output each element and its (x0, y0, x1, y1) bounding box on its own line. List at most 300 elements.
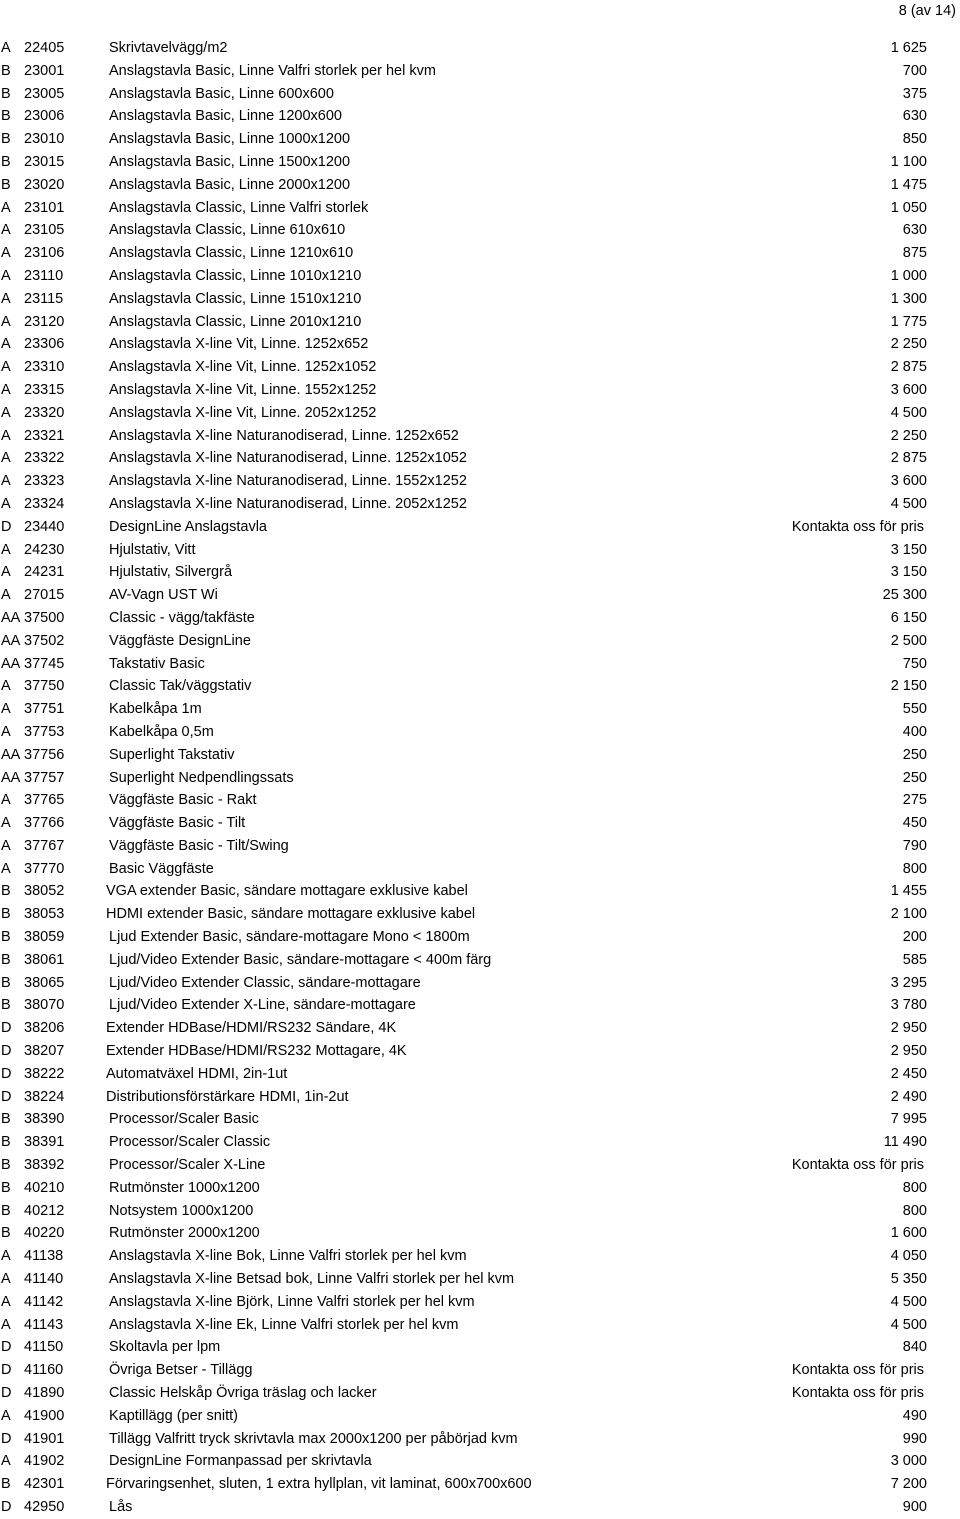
row-category: B (1, 176, 11, 193)
row-price: 2 490 (890, 1088, 927, 1105)
row-article-number: 40220 (24, 1225, 65, 1242)
row-description: Takstativ Basic (109, 655, 205, 672)
table-row (0, 858, 960, 881)
row-description: DesignLine Anslagstavla (109, 518, 267, 535)
table-row (0, 83, 960, 106)
table-row (0, 128, 960, 151)
row-category: B (1, 1111, 11, 1128)
row-price: 3 780 (890, 997, 927, 1014)
row-category: A (1, 1316, 11, 1333)
row-description: Anslagstavla Classic, Linne 1510x1210 (109, 290, 362, 307)
row-category: A (1, 381, 11, 398)
row-description: Anslagstavla X-line Vit, Linne. 1252x1052 (109, 359, 377, 376)
row-category: A (1, 541, 11, 558)
row-article-number: 37770 (24, 860, 65, 877)
row-description: Skrivtavelvägg/m2 (109, 40, 228, 56)
table-row (0, 470, 960, 493)
row-article-number: 22405 (24, 40, 65, 56)
table-row (0, 265, 960, 288)
row-category: D (1, 1339, 12, 1356)
row-article-number: 37753 (24, 723, 65, 740)
row-price: 1 625 (890, 40, 927, 56)
row-article-number: 41143 (24, 1316, 64, 1333)
row-category: D (1, 1020, 12, 1037)
row-article-number: 23015 (24, 153, 65, 170)
row-price: 1 050 (890, 199, 927, 216)
row-description: Anslagstavla X-line Betsad bok, Linne Valfri storlek per hel kvm (109, 1271, 515, 1288)
row-description: Hjulstativ, Silvergrå (109, 564, 233, 581)
row-description: Anslagstavla Classic, Linne 1010x1210 (109, 267, 362, 284)
table-row (0, 356, 960, 379)
row-description: Väggfäste DesignLine (109, 632, 251, 649)
row-description: Rutmönster 1000x1200 (109, 1179, 260, 1196)
row-price: 1 475 (890, 176, 927, 193)
row-category: A (1, 815, 11, 832)
table-row (0, 1200, 960, 1223)
row-description: Processor/Scaler X-Line (109, 1157, 266, 1174)
row-description: Anslagstavla X-line Naturanodiserad, Linne. 2052x1252 (109, 495, 467, 512)
row-description: Tillägg Valfritt tryck skrivtavla max 2000x1200 per påbörjad kvm (109, 1430, 518, 1447)
row-category: B (1, 1134, 11, 1151)
row-article-number: 27015 (24, 587, 65, 604)
row-description: Anslagstavla X-line Vit, Linne. 1552x1252 (109, 381, 377, 398)
table-row (0, 311, 960, 334)
row-article-number: 38061 (24, 951, 65, 968)
table-row (0, 675, 960, 698)
table-row (0, 949, 960, 972)
row-price: 1 300 (890, 290, 927, 307)
row-category: D (1, 1385, 12, 1402)
row-description: Notsystem 1000x1200 (109, 1202, 254, 1219)
table-row (0, 698, 960, 721)
table-row (0, 1473, 960, 1496)
row-price: 800 (902, 860, 927, 877)
row-category: B (1, 1157, 11, 1174)
row-category: B (1, 929, 11, 946)
row-description: Ljud/Video Extender Basic, sändare-mottagare < 400m färg (109, 951, 492, 968)
row-category: B (1, 997, 11, 1014)
row-article-number: 23106 (24, 245, 65, 262)
row-description: Lås (109, 1499, 133, 1515)
table-row (0, 379, 960, 402)
table-row (0, 493, 960, 516)
row-price: 630 (902, 222, 927, 239)
row-article-number: 23006 (24, 108, 65, 125)
row-description: Anslagstavla Basic, Linne 1200x600 (109, 108, 342, 125)
row-description: Classic Tak/väggstativ (109, 678, 252, 695)
row-article-number: 23323 (24, 473, 65, 490)
row-description: Anslagstavla X-line Vit, Linne. 1252x652 (109, 336, 369, 353)
row-category: A (1, 860, 11, 877)
row-description: AV-Vagn UST Wi (109, 587, 218, 604)
row-price: 2 950 (890, 1043, 927, 1060)
row-category: AA (1, 746, 21, 763)
table-row (0, 789, 960, 812)
row-price: 1 775 (890, 313, 927, 330)
row-description: Väggfäste Basic - Tilt (109, 815, 246, 832)
row-article-number: 37745 (24, 655, 65, 672)
row-price: 850 (902, 131, 927, 148)
table-row (0, 994, 960, 1017)
row-article-number: 38207 (24, 1043, 65, 1060)
row-description: Processor/Scaler Classic (109, 1134, 271, 1151)
row-article-number: 41140 (24, 1271, 64, 1288)
row-category: B (1, 974, 11, 991)
row-article-number: 37767 (24, 837, 65, 854)
row-category: A (1, 1271, 11, 1288)
row-article-number: 38070 (24, 997, 65, 1014)
table-row (0, 812, 960, 835)
row-price: 5 350 (890, 1271, 927, 1288)
row-category: A (1, 336, 11, 353)
table-row (0, 1154, 960, 1177)
row-price: 3 000 (890, 1453, 927, 1470)
table-row (0, 333, 960, 356)
row-article-number: 41142 (24, 1293, 64, 1310)
row-category: B (1, 1476, 11, 1493)
row-article-number: 41890 (24, 1385, 65, 1402)
row-article-number: 38206 (24, 1020, 65, 1037)
row-price: 250 (902, 746, 927, 763)
row-price: 875 (902, 245, 927, 262)
row-article-number: 23120 (24, 313, 65, 330)
row-article-number: 41138 (24, 1248, 64, 1265)
row-description: Basic Väggfäste (109, 860, 214, 877)
table-row (0, 219, 960, 242)
row-article-number: 37766 (24, 815, 65, 832)
table-row (0, 630, 960, 653)
row-article-number: 37765 (24, 792, 65, 809)
row-price: 490 (902, 1407, 927, 1424)
table-row (0, 1245, 960, 1268)
row-price: 375 (902, 85, 927, 102)
row-price: Kontakta oss för pris (791, 1385, 924, 1402)
table-row (0, 1177, 960, 1200)
row-price: 2 150 (890, 678, 927, 695)
table-row (0, 721, 960, 744)
table-row (0, 242, 960, 265)
row-price: 630 (902, 108, 927, 125)
row-description: Ljud/Video Extender Classic, sändare-mottagare (109, 974, 421, 991)
table-row (0, 926, 960, 949)
row-description: Processor/Scaler Basic (109, 1111, 259, 1128)
row-price: 3 600 (890, 473, 927, 490)
row-category: A (1, 404, 11, 421)
row-description: Anslagstavla X-line Naturanodiserad, Linne. 1252x652 (109, 427, 459, 444)
row-category: A (1, 245, 11, 262)
row-price: 4 500 (890, 495, 927, 512)
row-article-number: 23322 (24, 450, 65, 467)
row-category: A (1, 837, 11, 854)
row-description: Kaptillägg (per snitt) (109, 1407, 238, 1424)
row-article-number: 23001 (24, 62, 65, 79)
row-article-number: 23005 (24, 85, 65, 102)
table-row (0, 402, 960, 425)
row-description: Anslagstavla X-line Ek, Linne Valfri storlek per hel kvm (109, 1316, 459, 1333)
row-description: Automatväxel HDMI, 2in-1ut (106, 1065, 288, 1082)
row-category: B (1, 131, 11, 148)
row-category: A (1, 40, 11, 56)
row-category: D (1, 1088, 12, 1105)
row-description: Distributionsförstärkare HDMI, 1in-2ut (106, 1088, 349, 1105)
row-price: Kontakta oss för pris (791, 1157, 924, 1174)
price-list (0, 37, 960, 1519)
row-article-number: 40212 (24, 1202, 65, 1219)
row-article-number: 37756 (24, 746, 65, 763)
row-article-number: 23315 (24, 381, 65, 398)
row-price: 7 200 (890, 1476, 927, 1493)
row-description: Superlight Nedpendlingssats (109, 769, 294, 786)
row-price: 900 (902, 1499, 927, 1515)
row-description: HDMI extender Basic, sändare mottagare exklusive kabel (106, 906, 476, 923)
row-category: B (1, 1225, 11, 1242)
row-description: Förvaringsenhet, sluten, 1 extra hyllplan, vit laminat, 600x700x600 (106, 1476, 532, 1493)
row-article-number: 23010 (24, 131, 65, 148)
row-category: A (1, 450, 11, 467)
table-row (0, 151, 960, 174)
row-category: A (1, 290, 11, 307)
row-description: Anslagstavla Basic, Linne 1000x1200 (109, 131, 351, 148)
row-description: Övriga Betser - Tillägg (109, 1362, 253, 1379)
table-row (0, 653, 960, 676)
row-price: 25 300 (882, 587, 927, 604)
row-category: A (1, 1453, 11, 1470)
row-price: 800 (902, 1179, 927, 1196)
row-article-number: 41900 (24, 1407, 65, 1424)
row-article-number: 23320 (24, 404, 65, 421)
table-row (0, 174, 960, 197)
table-row (0, 1359, 960, 1382)
row-article-number: 24231 (24, 564, 65, 581)
row-article-number: 23101 (24, 199, 65, 216)
row-price: 11 490 (883, 1134, 927, 1151)
row-description: Anslagstavla X-line Bok, Linne Valfri storlek per hel kvm (109, 1248, 467, 1265)
table-row (0, 1450, 960, 1473)
table-row (0, 835, 960, 858)
table-row (0, 197, 960, 220)
row-category: B (1, 153, 11, 170)
table-row (0, 1268, 960, 1291)
row-article-number: 38390 (24, 1111, 65, 1128)
row-description: Ljud/Video Extender X-Line, sändare-mottagare (109, 997, 416, 1014)
table-row (0, 1291, 960, 1314)
table-row (0, 903, 960, 926)
row-article-number: 37502 (24, 632, 65, 649)
row-category: AA (1, 609, 21, 626)
table-row (0, 425, 960, 448)
table-row (0, 561, 960, 584)
row-price: 1 600 (890, 1225, 927, 1242)
row-price: 2 500 (890, 632, 927, 649)
row-category: D (1, 1430, 12, 1447)
row-article-number: 42950 (24, 1499, 65, 1515)
row-description: Väggfäste Basic - Rakt (109, 792, 257, 809)
row-category: A (1, 495, 11, 512)
row-category: A (1, 587, 11, 604)
row-description: Superlight Takstativ (109, 746, 235, 763)
row-price: 750 (902, 655, 927, 672)
row-description: Anslagstavla Classic, Linne 2010x1210 (109, 313, 362, 330)
row-category: A (1, 313, 11, 330)
table-row (0, 1017, 960, 1040)
row-article-number: 41160 (24, 1362, 64, 1379)
row-article-number: 23321 (24, 427, 65, 444)
row-article-number: 38222 (24, 1065, 65, 1082)
row-category: A (1, 359, 11, 376)
row-price: 2 950 (890, 1020, 927, 1037)
table-row (0, 1496, 960, 1519)
row-description: Anslagstavla Basic, Linne 1500x1200 (109, 153, 351, 170)
row-description: Rutmönster 2000x1200 (109, 1225, 260, 1242)
row-description: Väggfäste Basic - Tilt/Swing (109, 837, 289, 854)
row-article-number: 41150 (24, 1339, 64, 1356)
table-row (0, 37, 960, 60)
row-category: D (1, 1065, 12, 1082)
row-price: 1 100 (890, 153, 927, 170)
table-row (0, 744, 960, 767)
row-category: A (1, 564, 11, 581)
row-price: 3 150 (890, 564, 927, 581)
row-article-number: 23324 (24, 495, 65, 512)
row-price: 250 (902, 769, 927, 786)
row-article-number: 42301 (24, 1476, 65, 1493)
row-category: A (1, 267, 11, 284)
row-price: 2 875 (890, 359, 927, 376)
row-article-number: 23310 (24, 359, 65, 376)
row-price: 275 (902, 792, 927, 809)
row-article-number: 23110 (24, 267, 64, 284)
row-article-number: 23306 (24, 336, 65, 353)
row-article-number: 24230 (24, 541, 65, 558)
row-description: Ljud Extender Basic, sändare-mottagare Mono < 1800m (109, 929, 470, 946)
row-description: Kabelkåpa 0,5m (109, 723, 214, 740)
row-price: 550 (902, 701, 927, 718)
table-row (0, 447, 960, 470)
row-category: B (1, 62, 11, 79)
row-article-number: 38065 (24, 974, 65, 991)
table-row (0, 1314, 960, 1337)
table-row (0, 767, 960, 790)
row-price: 2 450 (890, 1065, 927, 1082)
row-price: Kontakta oss för pris (791, 518, 924, 535)
table-row (0, 1336, 960, 1359)
row-article-number: 38392 (24, 1157, 65, 1174)
row-category: B (1, 1179, 11, 1196)
row-price: 3 150 (890, 541, 927, 558)
row-description: Extender HDBase/HDMI/RS232 Mottagare, 4K (106, 1043, 407, 1060)
row-price: 4 500 (890, 1293, 927, 1310)
row-article-number: 38391 (24, 1134, 65, 1151)
row-description: Anslagstavla X-line Björk, Linne Valfri storlek per hel kvm (109, 1293, 475, 1310)
row-price: 4 500 (890, 404, 927, 421)
table-row (0, 972, 960, 995)
table-row (0, 516, 960, 539)
row-description: Extender HDBase/HDMI/RS232 Sändare, 4K (106, 1020, 397, 1037)
row-price: 3 600 (890, 381, 927, 398)
row-category: D (1, 1362, 12, 1379)
row-article-number: 37750 (24, 678, 65, 695)
row-description: Anslagstavla X-line Naturanodiserad, Linne. 1552x1252 (109, 473, 467, 490)
row-price: 4 050 (890, 1248, 927, 1265)
row-description: VGA extender Basic, sändare mottagare exklusive kabel (106, 883, 468, 900)
row-description: Anslagstavla Basic, Linne 600x600 (109, 85, 334, 102)
row-article-number: 23440 (24, 518, 65, 535)
row-article-number: 23115 (24, 290, 64, 307)
row-description: Hjulstativ, Vitt (109, 541, 196, 558)
row-article-number: 41902 (24, 1453, 65, 1470)
table-row (0, 288, 960, 311)
row-category: AA (1, 632, 21, 649)
row-price: 1 455 (890, 883, 927, 900)
row-description: Anslagstavla Classic, Linne 1210x610 (109, 245, 354, 262)
row-article-number: 37751 (24, 701, 65, 718)
table-row (0, 1086, 960, 1109)
row-category: A (1, 678, 11, 695)
row-price: Kontakta oss för pris (791, 1362, 924, 1379)
row-price: 840 (902, 1339, 927, 1356)
row-price: 2 250 (890, 427, 927, 444)
row-category: A (1, 473, 11, 490)
row-category: D (1, 1499, 12, 1515)
row-article-number: 41901 (24, 1430, 65, 1447)
table-row (0, 584, 960, 607)
row-price: 3 295 (890, 974, 927, 991)
row-category: A (1, 701, 11, 718)
row-price: 200 (902, 929, 927, 946)
row-price: 2 875 (890, 450, 927, 467)
row-category: A (1, 222, 11, 239)
table-row (0, 105, 960, 128)
row-category: B (1, 1202, 11, 1219)
row-article-number: 37757 (24, 769, 65, 786)
row-category: B (1, 906, 11, 923)
row-price: 2 100 (890, 906, 927, 923)
row-description: Kabelkåpa 1m (109, 701, 202, 718)
table-row (0, 607, 960, 630)
row-category: A (1, 199, 11, 216)
page-number: 8 (av 14) (898, 3, 956, 19)
row-category: B (1, 951, 11, 968)
table-row (0, 1428, 960, 1451)
row-article-number: 23020 (24, 176, 65, 193)
row-article-number: 23105 (24, 222, 65, 239)
row-price: 400 (902, 723, 927, 740)
row-price: 1 000 (890, 267, 927, 284)
row-price: 800 (902, 1202, 927, 1219)
row-description: Anslagstavla Basic, Linne Valfri storlek per hel kvm (109, 62, 436, 79)
row-price: 2 250 (890, 336, 927, 353)
row-description: DesignLine Formanpassad per skrivtavla (109, 1453, 372, 1470)
row-category: B (1, 883, 11, 900)
table-row (0, 1382, 960, 1405)
row-price: 6 150 (890, 609, 927, 626)
row-description: Anslagstavla Basic, Linne 2000x1200 (109, 176, 351, 193)
row-price: 700 (902, 62, 927, 79)
row-article-number: 38052 (24, 883, 65, 900)
row-category: D (1, 518, 12, 535)
row-category: B (1, 85, 11, 102)
row-description: Classic - vägg/takfäste (109, 609, 255, 626)
row-article-number: 38053 (24, 906, 65, 923)
row-category: A (1, 1248, 11, 1265)
row-price: 585 (902, 951, 927, 968)
row-price: 4 500 (890, 1316, 927, 1333)
row-price: 790 (902, 837, 927, 854)
row-article-number: 38059 (24, 929, 65, 946)
row-price: 450 (902, 815, 927, 832)
row-description: Skoltavla per lpm (109, 1339, 221, 1356)
row-category: AA (1, 769, 21, 786)
